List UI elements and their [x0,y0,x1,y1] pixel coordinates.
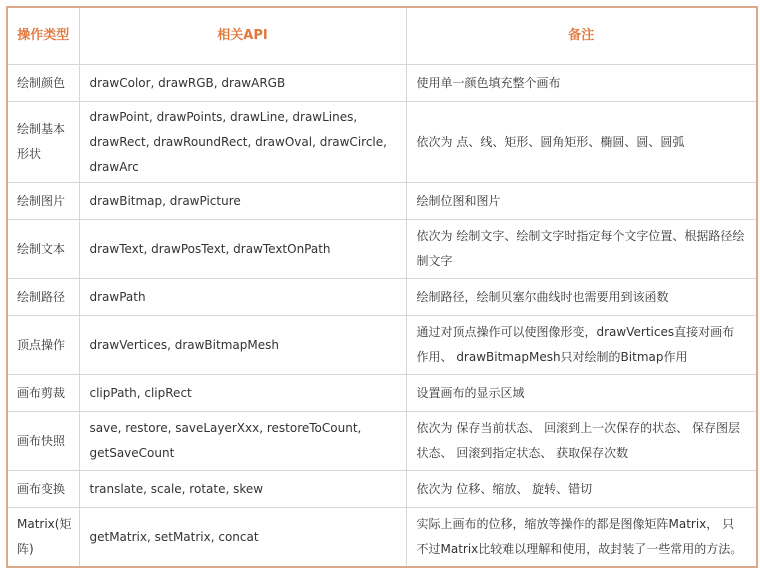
cell-operation-type: 绘制基本形状 [7,102,79,183]
cell-note: 绘制位图和图片 [406,183,757,220]
cell-operation-type: 画布剪裁 [7,375,79,412]
cell-operation-type: 画布快照 [7,412,79,471]
cell-note: 实际上画布的位移，缩放等操作的都是图像矩阵Matrix， 只不过Matrix比较难以理解和使用，故封装了一些常用的方法。 [406,508,757,568]
cell-note: 设置画布的显示区域 [406,375,757,412]
cell-note: 使用单一颜色填充整个画布 [406,65,757,102]
table-row [7,508,757,568]
cell-note: 通过对顶点操作可以使图像形变，drawVertices直接对画布作用、 drawBitmapMesh只对绘制的Bitmap作用 [406,316,757,375]
cell-api: drawVertices, drawBitmapMesh [79,316,406,375]
cell-note: 依次为 位移、缩放、 旋转、错切 [406,471,757,508]
cell-operation-type: 绘制图片 [7,183,79,220]
cell-operation-type: Matrix(矩阵) [7,508,79,568]
cell-note: 依次为 绘制文字、绘制文字时指定每个文字位置、根据路径绘制文字 [406,220,757,279]
header-operation-type: 操作类型 [7,7,79,65]
table-row [7,102,757,183]
cell-api: drawPoint, drawPoints, drawLine, drawLines, drawRect, drawRoundRect, drawOval, drawCircle, drawArc [79,102,406,183]
table-row [7,316,757,375]
header-related-api: 相关API [79,7,406,65]
cell-operation-type: 画布变换 [7,471,79,508]
cell-operation-type: 绘制文本 [7,220,79,279]
cell-api: getMatrix, setMatrix, concat [79,508,406,568]
cell-api: translate, scale, rotate, skew [79,471,406,508]
table-header-row [7,7,757,65]
cell-api: drawColor, drawRGB, drawARGB [79,65,406,102]
table-row [7,65,757,102]
api-table-container [6,6,756,568]
cell-note: 绘制路径，绘制贝塞尔曲线时也需要用到该函数 [406,279,757,316]
cell-api: drawBitmap, drawPicture [79,183,406,220]
table-row [7,471,757,508]
cell-operation-type: 顶点操作 [7,316,79,375]
cell-operation-type: 绘制颜色 [7,65,79,102]
cell-api: clipPath, clipRect [79,375,406,412]
cell-operation-type: 绘制路径 [7,279,79,316]
table-row [7,412,757,471]
cell-note: 依次为 保存当前状态、 回滚到上一次保存的状态、 保存图层状态、 回滚到指定状态、 获取保存次数 [406,412,757,471]
table-row [7,220,757,279]
table-row [7,279,757,316]
cell-api: drawPath [79,279,406,316]
cell-api: save, restore, saveLayerXxx, restoreToCount, getSaveCount [79,412,406,471]
table-row [7,183,757,220]
header-notes: 备注 [406,7,757,65]
cell-note: 依次为 点、线、矩形、圆角矩形、椭圆、圆、圆弧 [406,102,757,183]
table-row [7,375,757,412]
canvas-api-table [6,6,758,568]
cell-api: drawText, drawPosText, drawTextOnPath [79,220,406,279]
